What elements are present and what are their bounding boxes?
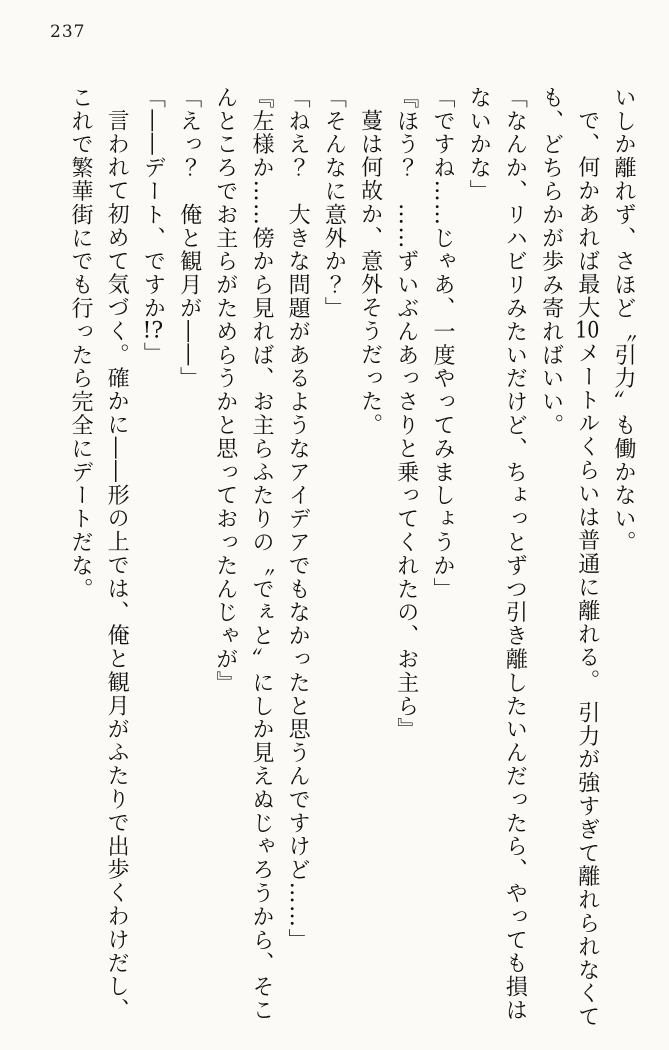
page-number: 237	[50, 22, 86, 42]
paragraph: 「なんか、リハビリみたいだけど、ちょっとずつ引き離したいんだったら、やっても損はないかな」	[466, 86, 528, 1022]
paragraph: 「ねえ？ 大きな問題があるようなアイデアでもなかったと思うんですけど……」	[285, 86, 311, 952]
paragraph: 『ほう？ ……ずいぶんあっさりと乗ってくれたの、お主ら』	[393, 86, 419, 742]
paragraph: 「えっ？ 俺と観月が――」	[176, 86, 202, 391]
paragraph: 「そんなに意外か？」	[321, 86, 347, 320]
paragraph: 言われて初めて気づく。確かに――形の上では、俺と観月がふたりで出歩くわけだし、これで繁華街にでも行ったら完全にデートだな。	[67, 86, 130, 1022]
paragraph: 「――デート、ですか!?」	[140, 86, 166, 366]
text-block	[62, 86, 641, 1036]
tatechuyoko-text: 10	[575, 320, 600, 342]
paragraph: で、何かあれば最大10メートルくらいは普通に離れる。 引力が強すぎて離れられなくても、どちらかが歩み寄ればいい。	[538, 86, 600, 1029]
paragraph: 「ですね……じゃあ、一度やってみましょうか」	[429, 86, 455, 601]
paragraph: 『左様か……傍から見れば、お主らふたりの〝でぇと〟にしか見えぬじゃろうから、そこんところでお主らがためらうかと思っておったんじゃが』	[212, 86, 274, 1022]
paragraph: 蔓は何故か、意外そうだった。	[357, 109, 383, 437]
tatechuyoko-text: !?	[142, 320, 164, 342]
paragraph: いしか離れず、さほど〝引力〟も働かない。	[611, 86, 636, 554]
